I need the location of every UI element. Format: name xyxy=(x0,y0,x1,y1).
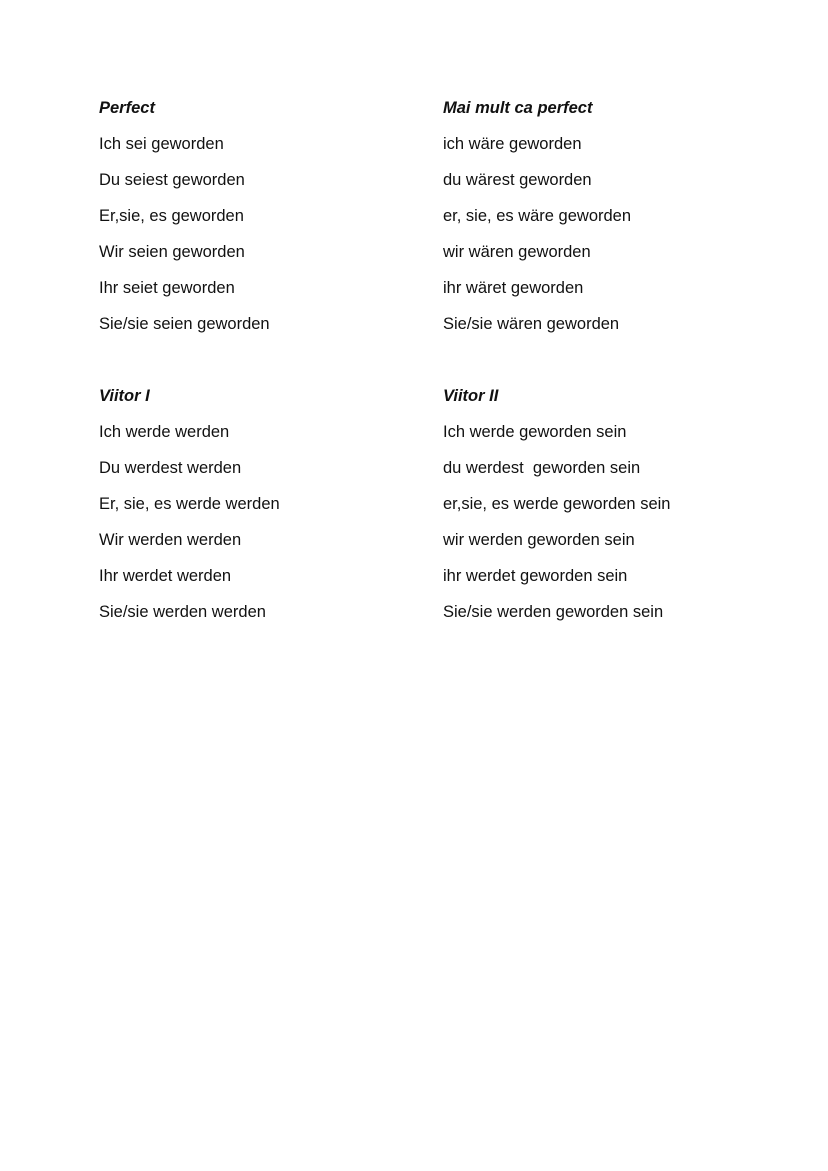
section-heading: Viitor I xyxy=(99,387,150,405)
section-viitor-2 xyxy=(443,387,773,639)
conjugation-line: du werdest geworden sein xyxy=(443,459,641,477)
section-heading: Perfect xyxy=(99,99,155,117)
conjugation-line: Ich werde geworden sein xyxy=(443,423,627,441)
conjugation-line: Sie/sie wären geworden xyxy=(443,315,620,333)
conjugation-line: er,sie, es werde geworden sein xyxy=(443,495,671,513)
conjugation-line: ihr wäret geworden xyxy=(443,279,584,297)
conjugation-line: er, sie, es wäre geworden xyxy=(443,207,632,225)
conjugation-line: Er,sie, es geworden xyxy=(99,207,244,225)
conjugation-line: Wir seien geworden xyxy=(99,243,245,261)
conjugation-line: Sie/sie werden werden xyxy=(99,603,266,621)
conjugation-line: Sie/sie werden geworden sein xyxy=(443,603,664,621)
section-perfect xyxy=(99,99,429,351)
conjugation-line: du wärest geworden xyxy=(443,171,592,189)
conjugation-line: Ich werde werden xyxy=(99,423,230,441)
conjugation-line: Ihr werdet werden xyxy=(99,567,232,585)
conjugation-line: Du seiest geworden xyxy=(99,171,245,189)
section-heading: Mai mult ca perfect xyxy=(443,99,593,117)
conjugation-line: Du werdest werden xyxy=(99,459,242,477)
conjugation-line: wir werden geworden sein xyxy=(443,531,635,549)
conjugation-line: ich wäre geworden xyxy=(443,135,582,153)
conjugation-line: wir wären geworden xyxy=(443,243,591,261)
conjugation-line: ihr werdet geworden sein xyxy=(443,567,628,585)
conjugation-line: Sie/sie seien geworden xyxy=(99,315,270,333)
section-mai-mult-ca-perfect xyxy=(443,99,773,351)
section-viitor-1 xyxy=(99,387,429,639)
conjugation-line: Ich sei geworden xyxy=(99,135,224,153)
conjugation-line: Er, sie, es werde werden xyxy=(99,495,280,513)
conjugation-line: Ihr seiet geworden xyxy=(99,279,235,297)
conjugation-line: Wir werden werden xyxy=(99,531,242,549)
section-heading: Viitor II xyxy=(443,387,499,405)
